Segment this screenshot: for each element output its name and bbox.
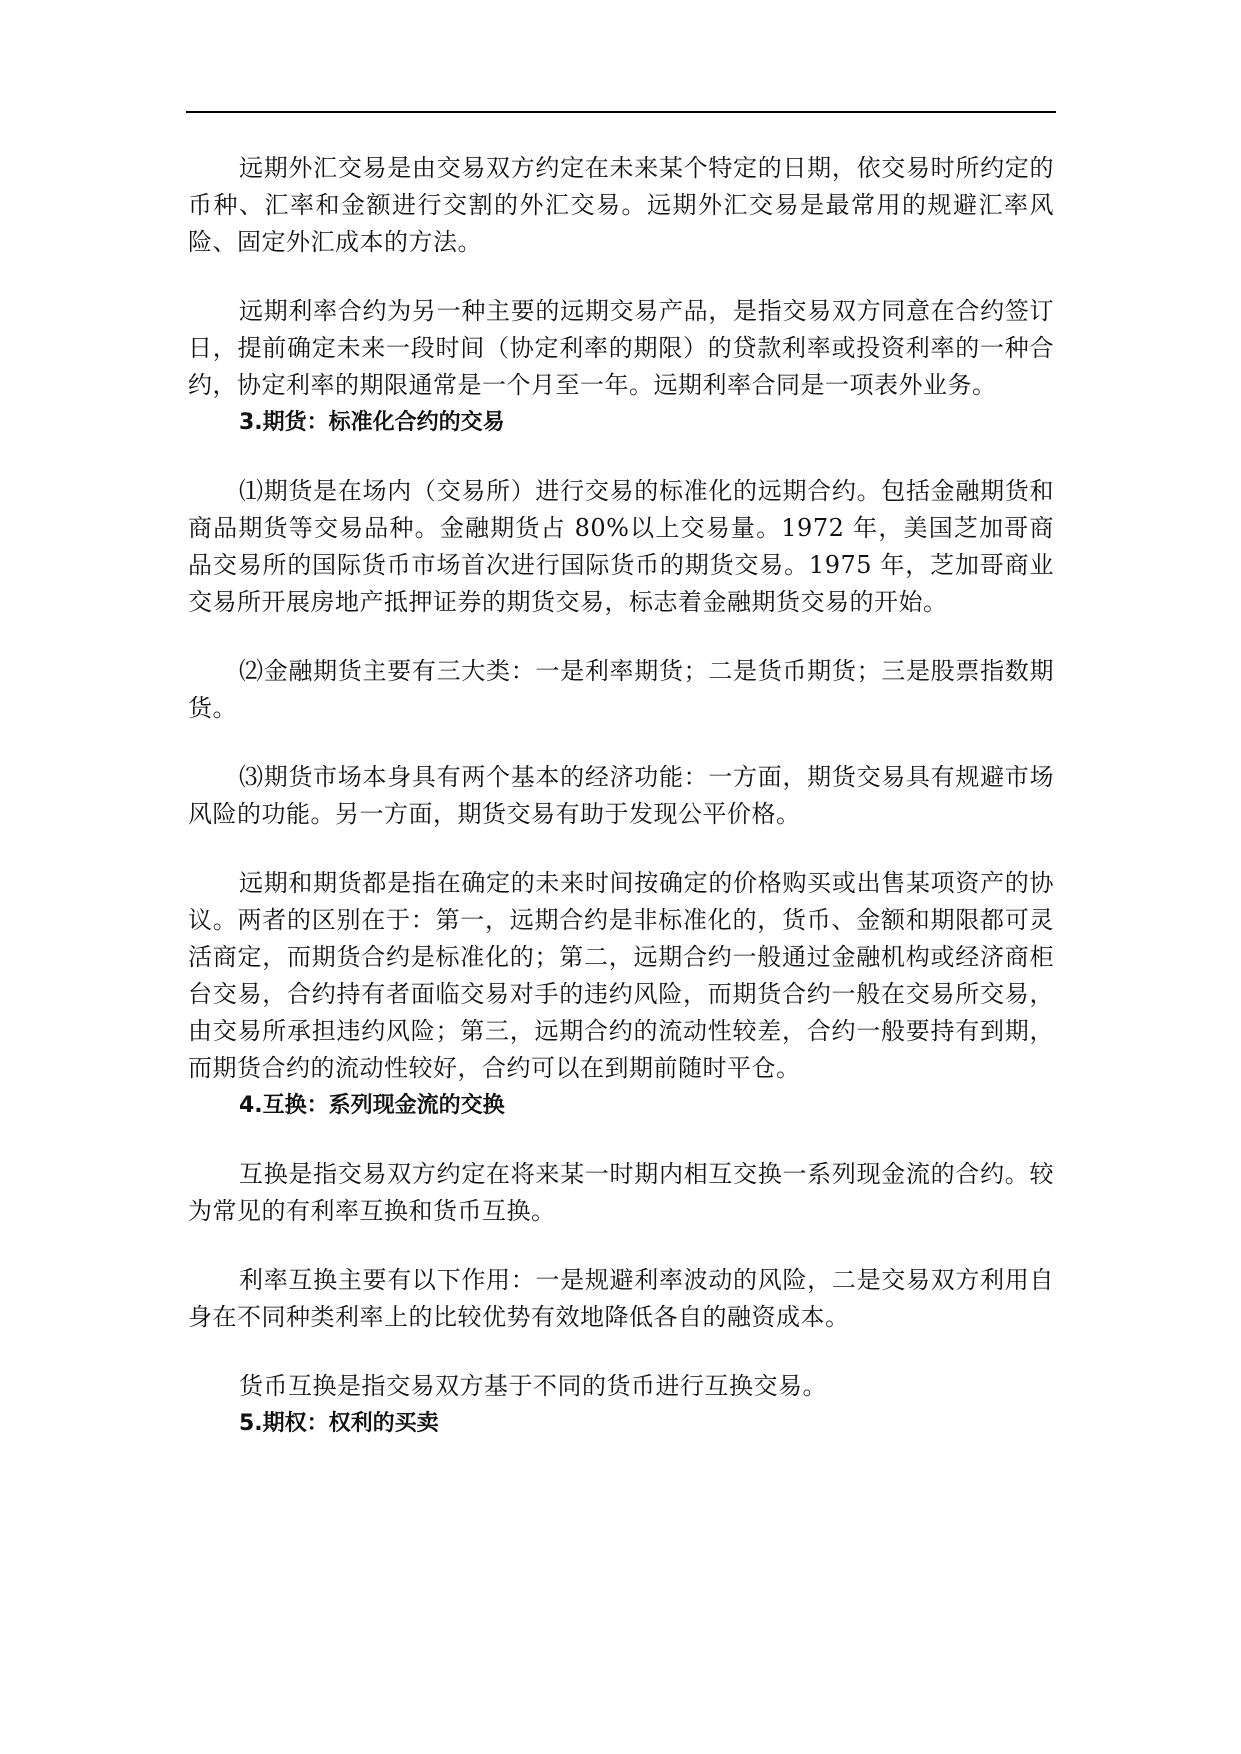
paragraph-forward-rate-agreement: 远期利率合约为另一种主要的远期交易产品，是指交易双方同意在合约签订日，提前确定未来一段时间（协定利率的期限）的贷款利率或投资利率的一种合约，协定利率的期限通常是一个月至一年。远期利率合同是一项表外业务。 (188, 297, 1054, 399)
paragraph-interest-rate-swap: 利率互换主要有以下作用：一是规避利率波动的风险，二是交易双方利用自身在不同种类利率上的比较优势有效地降低各自的融资成本。 (188, 1266, 1054, 1331)
paragraph-swap-definition: 互换是指交易双方约定在将来某一时期内相互交换一系列现金流的合约。较为常见的有利率互换和货币互换。 (188, 1160, 1054, 1225)
section-heading-swaps: 4.互换：系列现金流的交换 (239, 1093, 505, 1118)
paragraph-forward-vs-futures: 远期和期货都是指在确定的未来时间按确定的价格购买或出售某项资产的协议。两者的区别在于：第一，远期合约是非标准化的，货币、金额和期限都可灵活商定，而期货合约是标准化的；第二，远期合约一般通过金融机构或经济商柜台交易，合约持有者面临交易对手的违约风险，而期货合约一般在交易所交易，由交易所承担违约风险；第三，远期合约的流动性较差，合约一般要持有到期，而期货合约的流动性较好，合约可以在到期前随时平仓。 (188, 869, 1054, 1082)
paragraph-forward-fx: 远期外汇交易是由交易双方约定在未来某个特定的日期，依交易时所约定的币种、汇率和金额进行交割的外汇交易。远期外汇交易是最常用的规避汇率风险、固定外汇成本的方法。 (188, 154, 1054, 256)
paragraph-futures-types: ⑵金融期货主要有三大类：一是利率期货；二是货币期货；三是股票指数期货。 (188, 657, 1054, 722)
paragraph-currency-swap: 货币互换是指交易双方基于不同的货币进行互换交易。 (239, 1372, 827, 1400)
header-rule (186, 111, 1056, 113)
section-heading-options: 5.期权：权利的买卖 (239, 1411, 439, 1436)
section-heading-futures: 3.期货：标准化合约的交易 (239, 410, 505, 435)
paragraph-futures-definition: ⑴期货是在场内（交易所）进行交易的标准化的远期合约。包括金融期货和商品期货等交易品种。金融期货占 80%以上交易量。1972 年，美国芝加哥商品交易所的国际货币市场首次进行国际货币的期货交易。1975 年，芝加哥商业交易所开展房地产抵押证券的期货交易，标志着金融期货交易的开始。 (188, 477, 1054, 616)
paragraph-futures-functions: ⑶期货市场本身具有两个基本的经济功能：一方面，期货交易具有规避市场风险的功能。另一方面，期货交易有助于发现公平价格。 (188, 763, 1054, 828)
document-body (188, 150, 1054, 1442)
